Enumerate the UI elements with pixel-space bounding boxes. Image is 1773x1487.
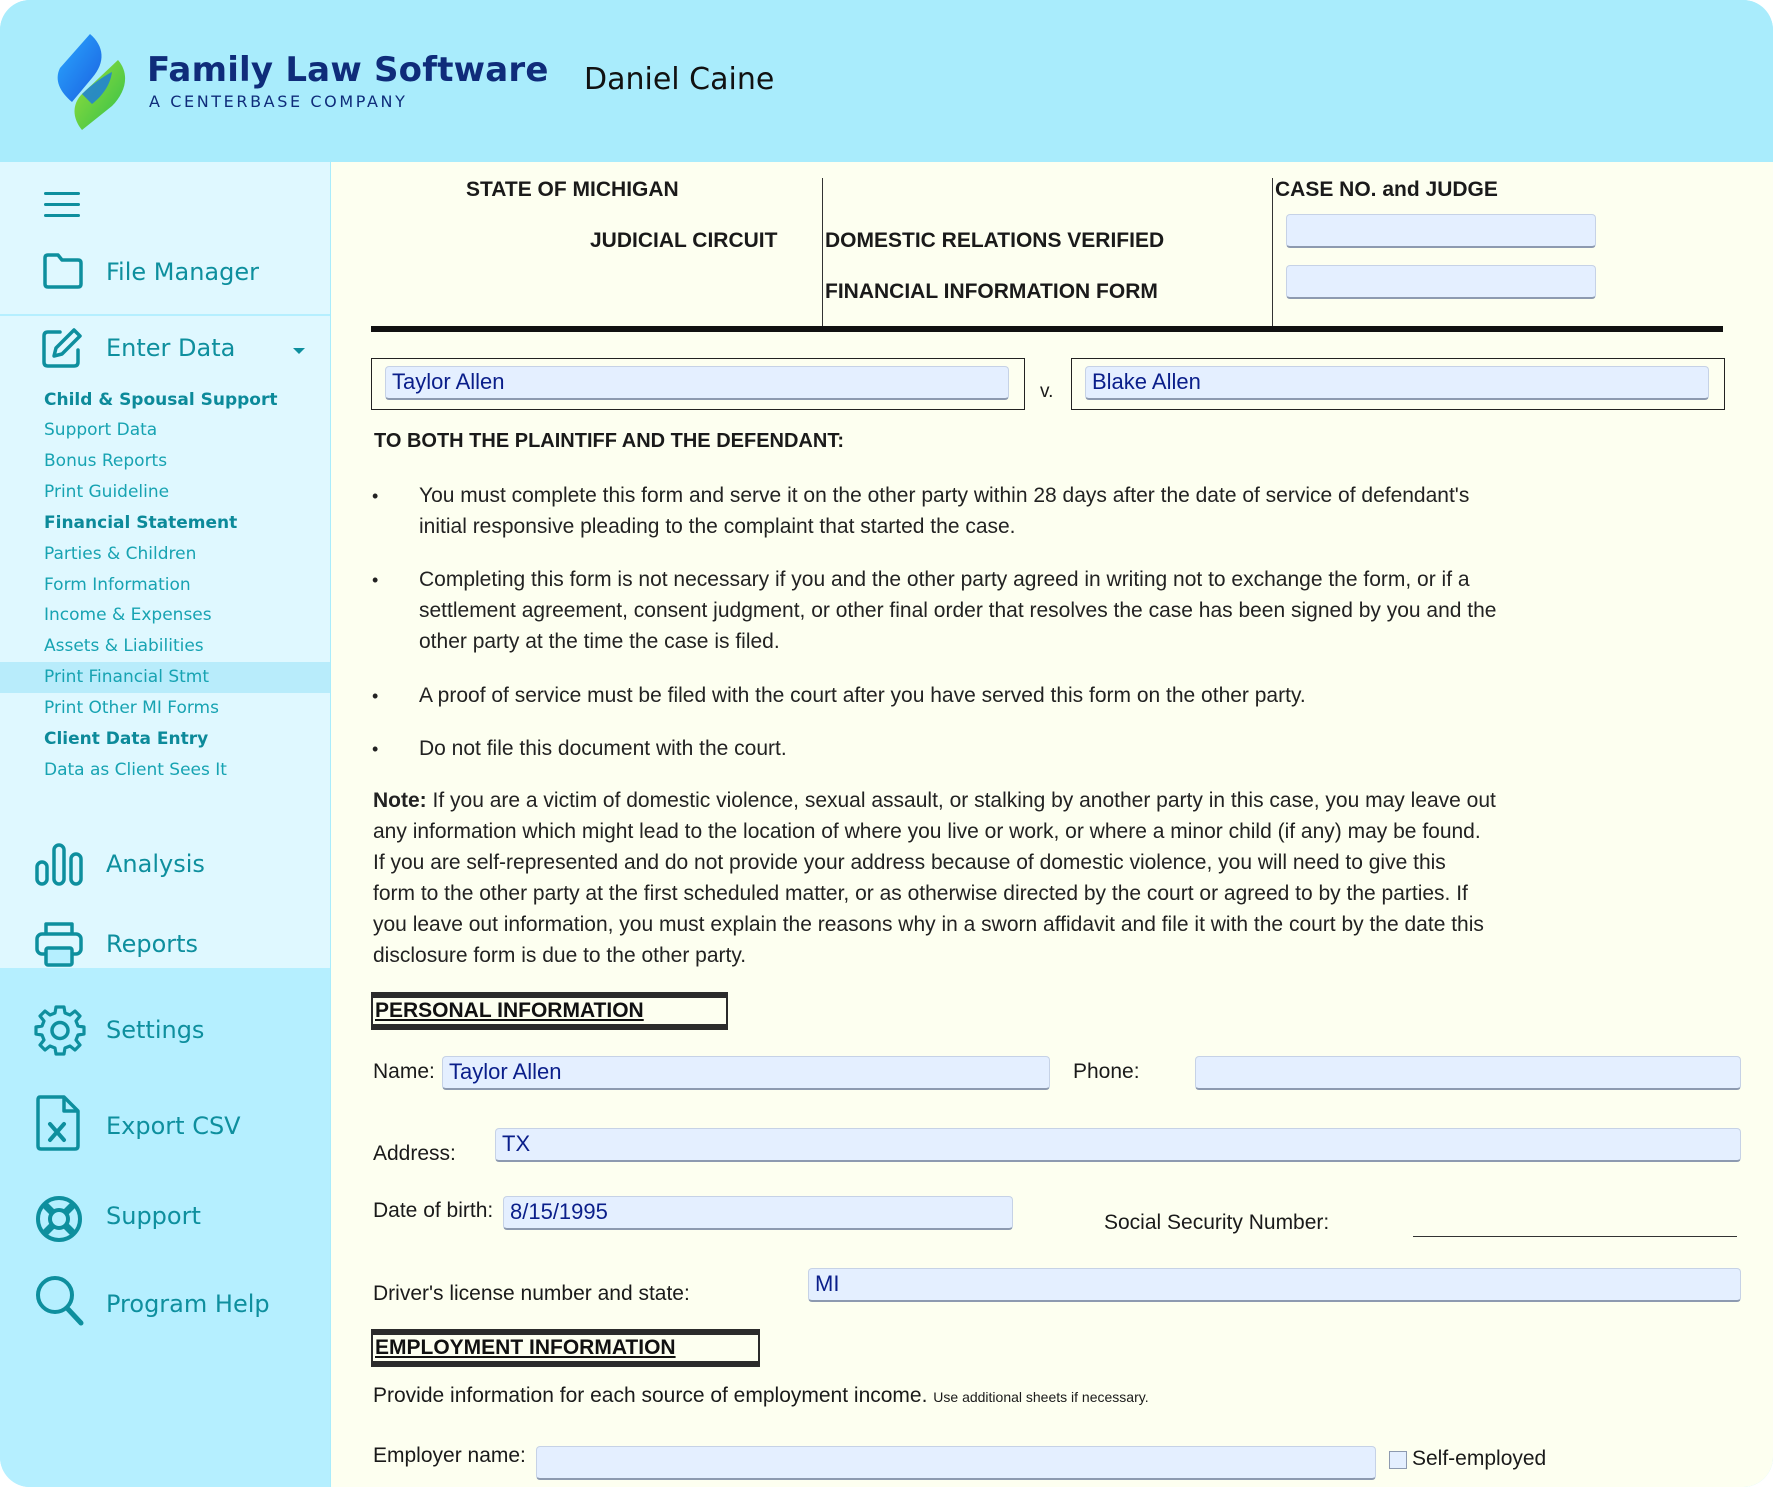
sidebar-label-analysis: Analysis [106, 850, 205, 878]
note-line-1-text: If you are a victim of domestic violence, sexual assault, or stalking by another party in this case, you may leave out [426, 789, 1496, 812]
note-paragraph [373, 785, 1496, 971]
sidebar-sub-form-information[interactable]: Form Information [44, 575, 191, 595]
sidebar-sub-client-data-entry[interactable]: Client Data Entry [44, 729, 209, 749]
user-name: Daniel Caine [584, 62, 775, 97]
bullet-2-line-1: Completing this form is not necessary if you and the other party agreed in writing not to exchange the form, or if a [419, 568, 1470, 591]
header-divider-right [1272, 178, 1273, 328]
employer-name-label: Employer name: [373, 1444, 526, 1467]
bullet-2-line-2: settlement agreement, consent judgment, or other final order that resolves the case has been signed by you and the [419, 599, 1497, 622]
bullet-4-marker: • [372, 739, 379, 759]
sidebar-sub-parties-children[interactable]: Parties & Children [44, 544, 197, 564]
to-both-heading: TO BOTH THE PLAINTIFF AND THE DEFENDANT: [374, 430, 844, 452]
employment-info-heading: EMPLOYMENT INFORMATION [371, 1329, 760, 1367]
self-employed-checkbox[interactable] [1389, 1451, 1407, 1469]
drivers-license-input[interactable]: MI [808, 1268, 1741, 1302]
logo-title: Family Law Software [147, 50, 549, 90]
note-line-3: If you are self-represented and do not provide your address because of domestic violence, you will need to give this [373, 851, 1446, 874]
sidebar-sub-print-financial-stmt[interactable]: Print Financial Stmt [44, 667, 210, 687]
sidebar-label-settings: Settings [106, 1016, 205, 1044]
bullet-2-line-3: other party at the time the case is filed. [419, 630, 780, 653]
note-line-5: you leave out information, you must explain the reasons why in a sworn affidavit and file it with the court by the date this [373, 913, 1484, 936]
sidebar-sub-print-other-mi-forms[interactable]: Print Other MI Forms [44, 698, 219, 718]
bullet-3-text [419, 680, 1306, 711]
address-input[interactable]: TX [495, 1128, 1741, 1162]
phone-input[interactable] [1195, 1056, 1741, 1090]
sidebar-label-support: Support [106, 1202, 201, 1230]
sidebar-top-section [0, 162, 330, 314]
judicial-circuit-label: JUDICIAL CIRCUIT [590, 229, 778, 252]
sidebar-sub-bonus-reports[interactable]: Bonus Reports [44, 451, 168, 471]
bullet-3-marker: • [372, 686, 379, 706]
phone-label: Phone: [1073, 1060, 1140, 1083]
note-line-1 [373, 785, 1496, 816]
sidebar-sub-support-data[interactable]: Support Data [44, 420, 158, 440]
sidebar-sub-print-guideline[interactable]: Print Guideline [44, 482, 170, 502]
name-label: Name: [373, 1060, 435, 1083]
sidebar-label-file-manager: File Manager [106, 258, 259, 286]
header [0, 0, 1773, 162]
employment-instructions-text: Provide information for each source of employment income. [373, 1384, 928, 1407]
bullet-1-line-1: You must complete this form and serve it on the other party within 28 days after the date of service of defendant's [419, 484, 1470, 507]
bullet-1-line-2: initial responsive pleading to the complaint that started the case. [419, 515, 1016, 538]
defendant-input[interactable]: Blake Allen [1085, 366, 1709, 400]
logo-subtitle: A CENTERBASE COMPANY [149, 92, 408, 111]
ssn-label: Social Security Number: [1104, 1211, 1330, 1234]
plaintiff-input[interactable]: Taylor Allen [385, 366, 1009, 400]
bullet-2-marker: • [372, 570, 379, 590]
self-employed-label: Self-employed [1412, 1447, 1547, 1470]
note-line-2: any information which might lead to the location of where you live or work, or where a minor child (if any) may be found. [373, 820, 1481, 843]
sidebar-label-enter-data: Enter Data [106, 334, 236, 362]
sidebar-label-export-csv: Export CSV [106, 1112, 241, 1140]
bar-chart-icon [34, 842, 84, 886]
edit-icon [40, 326, 84, 370]
employment-instructions-small: Use additional sheets if necessary. [933, 1389, 1149, 1405]
sidebar-sub-assets-liabilities[interactable]: Assets & Liabilities [44, 636, 204, 656]
sidebar-label-program-help: Program Help [106, 1290, 270, 1318]
chevron-down-icon [292, 346, 306, 356]
note-line-4: form to the other party at the first scheduled matter, or as otherwise directed by the court or agreed to by the parties. If [373, 882, 1468, 905]
bullet-1-text [419, 480, 1469, 542]
csv-file-icon [34, 1094, 82, 1152]
dob-input[interactable]: 8/15/1995 [503, 1196, 1013, 1230]
sidebar-sub-income-expenses[interactable]: Income & Expenses [44, 605, 212, 625]
form-title-line1: DOMESTIC RELATIONS VERIFIED [825, 229, 1165, 252]
search-icon [34, 1274, 86, 1328]
judge-input[interactable] [1286, 265, 1596, 299]
sidebar [0, 162, 330, 1487]
case-number-input[interactable] [1286, 214, 1596, 248]
sidebar-sub-financial-statement[interactable]: Financial Statement [44, 513, 238, 533]
header-rule [371, 326, 1723, 332]
menu-icon[interactable] [42, 190, 82, 220]
bullet-4-line-1: Do not file this document with the court. [419, 737, 787, 760]
bullet-4-text [419, 733, 787, 764]
printer-icon [34, 920, 84, 968]
employer-name-input[interactable] [536, 1446, 1376, 1480]
bullet-1-marker: • [372, 486, 379, 506]
form-title-line2: FINANCIAL INFORMATION FORM [825, 280, 1158, 303]
logo-icon [52, 32, 132, 132]
sidebar-sub-child-spousal-support[interactable]: Child & Spousal Support [44, 390, 278, 410]
bullet-2-text [419, 564, 1497, 657]
form-document [331, 162, 1773, 1487]
name-input[interactable]: Taylor Allen [442, 1056, 1050, 1090]
gear-icon [34, 1004, 86, 1056]
personal-info-heading: PERSONAL INFORMATION [371, 992, 728, 1030]
header-divider-left [822, 178, 823, 328]
lifebuoy-icon [34, 1194, 84, 1244]
note-label: Note: [373, 789, 427, 812]
folder-icon [42, 252, 84, 290]
sidebar-sub-data-as-client-sees-it[interactable]: Data as Client Sees It [44, 760, 227, 780]
note-line-6: disclosure form is due to the other party. [373, 944, 747, 967]
sidebar-label-reports: Reports [106, 930, 199, 958]
address-label: Address: [373, 1142, 456, 1165]
ssn-input[interactable] [1413, 1236, 1737, 1237]
state-label: STATE OF MICHIGAN [466, 178, 679, 201]
case-no-judge-label: CASE NO. and JUDGE [1275, 178, 1498, 201]
dob-label: Date of birth: [373, 1199, 494, 1222]
bullet-3-line-1: A proof of service must be filed with the court after you have served this form on the other party. [419, 684, 1306, 707]
drivers-license-label: Driver's license number and state: [373, 1282, 690, 1305]
versus-label: v. [1040, 381, 1054, 402]
employment-instructions [373, 1384, 1149, 1408]
